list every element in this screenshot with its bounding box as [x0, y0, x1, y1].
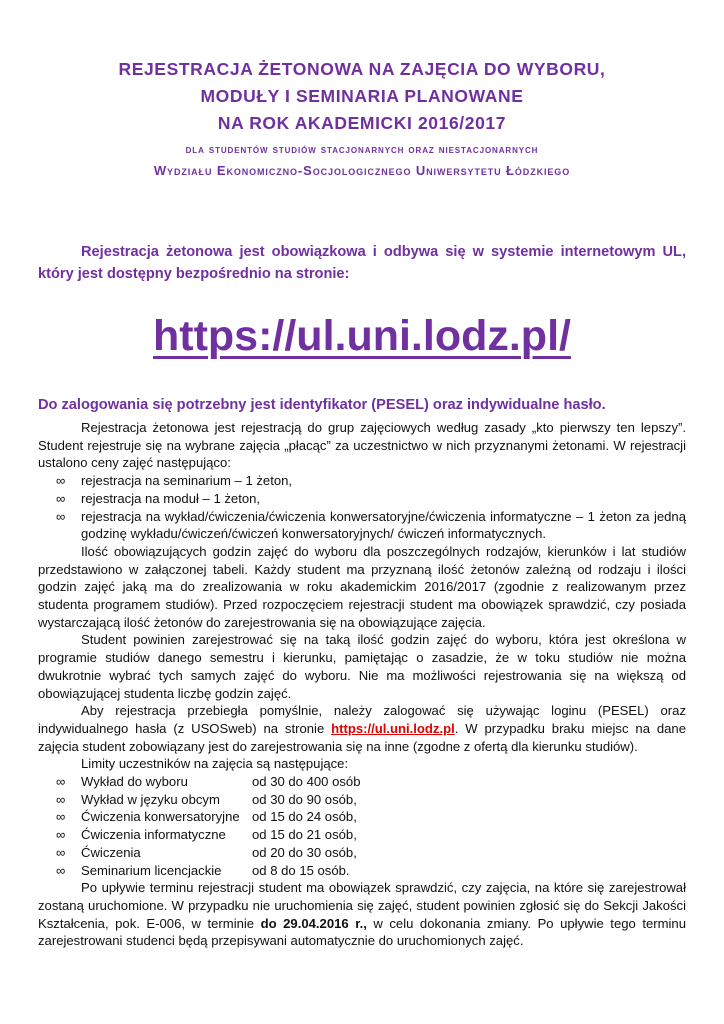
deadline-date: do 29.04.2016 r., [260, 915, 367, 931]
paragraph-hours: Ilość obowiązujących godzin zajęć do wyboru dla poszczególnych rodzajów, kierunków i lat studiów przedstawiono w załączonej tabeli. Każdy student ma przyznaną ilość żetonów zależną od rodzaju i ilości godzin zajęć jaką ma do zrealizowania w roku akademickim 2016/2017 (zgodnie z realizowanym przez studenta programem studiów). Przed rozpoczęciem rejestracji student ma obowiązek sprawdzić, czy posiada wystarczającą ilość żetonów do zarejestrowania się na obowiązujące zajęcia. [38, 543, 686, 630]
usos-login-link[interactable]: https://ul.uni.lodz.pl [331, 720, 455, 736]
paragraph-login: Aby rejestracja przebiegła pomyślnie, należy zalogować się używając loginu (PESEL) oraz indywidualnego hasła (z USOSweb) na stronie https://ul.uni.lodz.pl. W przypadku braku miejsc na dane zajęcia student zobowiązany jest do zarejestrowania się na inne (zgodne z ofertą dla kierunku studiów). [38, 703, 686, 754]
list-item: ∞ Ćwiczenia konwersatoryjne od 15 do 24 osób, [56, 809, 357, 825]
paragraph-limits-intro: Limity uczestników na zajęcia są następujące: [81, 756, 349, 772]
list-item: ∞ Ćwiczenia od 20 do 30 osób, [56, 844, 357, 860]
list-item: ∞ Seminarium licencjackie od 8 do 15 osób. [56, 862, 350, 878]
infinity-bullet-icon: ∞ [56, 774, 66, 790]
infinity-bullet-icon: ∞ [56, 862, 66, 878]
list-item: ∞ rejestracja na seminarium – 1 żeton, [56, 473, 293, 489]
paragraph-after-registration: Po upływie terminu rejestracji student ma obowiązek sprawdzić, czy zajęcia, na które się zarejestrował zostaną uruchomione. W przypadku nie uruchomienia się zajęć, student powinien zgłosić się do Sekcji Jakości Kształcenia, pok. E-006, w terminie do 29.04.2016 r., w celu dokonania zmiany. Po upływie tego terminu zarejestrowani studenci będą przepisywani automatycznie do uruchomionych zajęć. [38, 880, 686, 949]
infinity-bullet-icon: ∞ [56, 473, 66, 489]
infinity-bullet-icon: ∞ [56, 827, 66, 843]
list-item: ∞ rejestracja na moduł – 1 żeton, [56, 490, 261, 506]
document-title-line-1: REJESTRACJA ŻETONOWA NA ZAJĘCIA DO WYBORU, [118, 59, 606, 79]
subtitle-line-2: Wydziału Ekonomiczno-Socjologicznego Uniwersytetu Łódzkiego [153, 163, 571, 178]
registration-url-link[interactable]: https://ul.uni.lodz.pl/ [153, 312, 571, 360]
paragraph-registration-scope: Student powinien zarejestrować się na taką ilość godzin zajęć do wyboru, która jest określona w programie studiów danego semestru i kierunku, pamiętając o zasadzie, że w toku studiów nie można dwukrotnie wybrać tych samych zajęć do wyboru. Nie ma możliwości rejestrowania się na większą od obowiązującej studenta liczbę godzin zajęć. [38, 632, 686, 701]
list-item: ∞ rejestracja na wykład/ćwiczenia/ćwiczenia konwersatoryjne/ćwiczenia informatyczne – 1 żeton za jedną godzinę wykładu/ćwiczeń/ćwiczeń konwersatoryjnych/ ćwiczeń informatycznych. [56, 508, 686, 542]
infinity-bullet-icon: ∞ [56, 490, 66, 506]
infinity-bullet-icon: ∞ [56, 791, 66, 807]
price-list [38, 472, 686, 543]
document-title-line-2: MODUŁY I SEMINARIA PLANOWANE [200, 86, 524, 106]
subtitle-line-1: dla studentów studiów stacjonarnych oraz niestacjonarnych [185, 144, 539, 156]
intro-paragraph: Rejestracja żetonowa jest obowiązkowa i odbywa się w systemie internetowym UL, który jest dostępny bezpośrednio na stronie: [38, 244, 686, 282]
document-title-line-3: NA ROK AKADEMICKI 2016/2017 [217, 113, 507, 133]
infinity-bullet-icon: ∞ [56, 844, 66, 860]
paragraph-rules: Rejestracja żetonowa jest rejestracją do grup zajęciowych według zasady „kto pierwszy ten lepszy”. Student rejestruje się na wybrane zajęcia „płacąc” za uczestnictwo w nich przyznanymi żetonami. W rejestracji ustalono ceny zajęć następująco: [38, 420, 686, 471]
list-item: ∞ Wykład w języku obcym od 30 do 90 osób, [56, 791, 357, 807]
infinity-bullet-icon: ∞ [56, 809, 66, 825]
login-note: Do zalogowania się potrzebny jest identyfikator (PESEL) oraz indywidualne hasło. [38, 397, 606, 413]
infinity-bullet-icon: ∞ [56, 508, 66, 524]
limits-list [38, 773, 686, 879]
list-item: ∞ Ćwiczenia informatyczne od 15 do 21 osób, [56, 827, 357, 843]
document-body [38, 419, 686, 950]
list-item: ∞ Wykład do wyboru od 30 do 400 osób [56, 774, 361, 790]
